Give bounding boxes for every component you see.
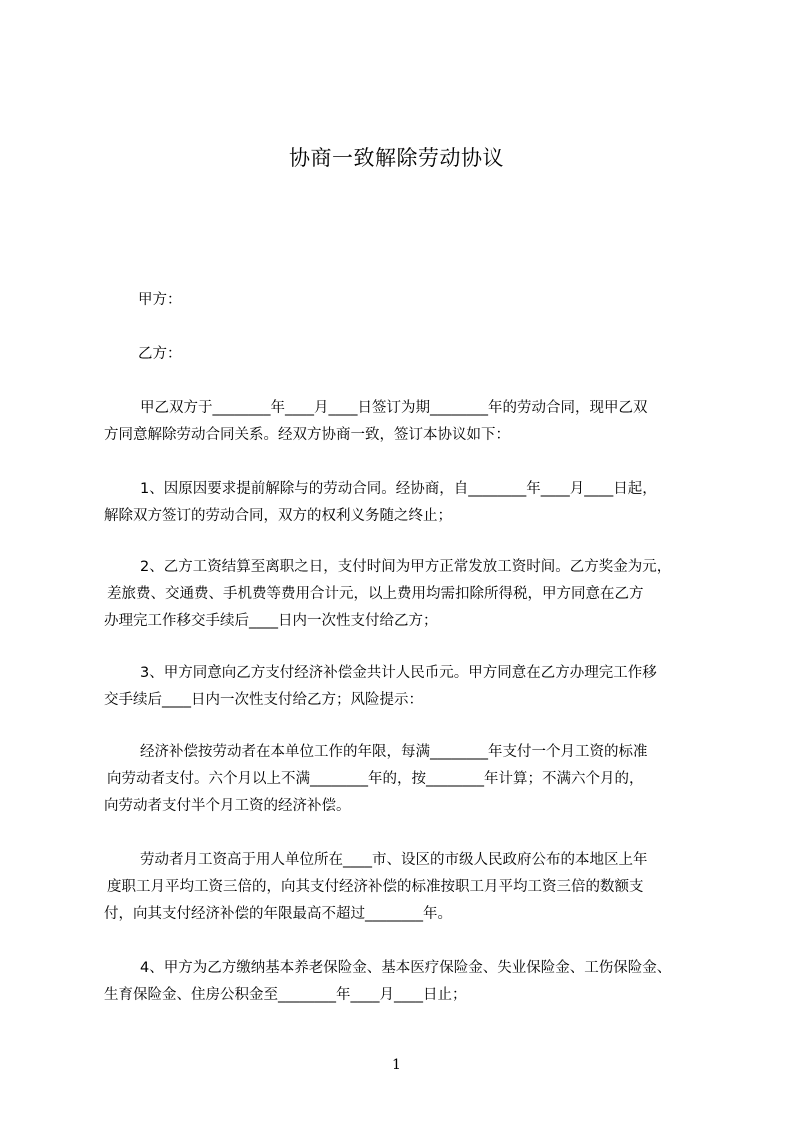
clause-4-line-1: 4、甲方为乙方缴纳基本养老保险金、基本医疗保险金、失业保险金、工伤保险金、 — [140, 960, 672, 976]
clause-1-line-2: 解除双方签订的劳动合同，双方的权利义务随之终止； — [104, 508, 452, 524]
clause-2-line-3: 办理完工作移交手续后____日内一次性支付给乙方； — [104, 613, 438, 629]
document-title: 协商一致解除劳动协议 — [289, 146, 504, 170]
intro-line-2: 方同意解除劳动合同关系。经双方协商一致，签订本协议如下： — [104, 427, 510, 443]
party-b-label: 乙方： — [138, 346, 182, 362]
clause-2-line-1: 2、乙方工资结算至离职之日，支付时间为甲方正常发放工资时间。乙方奖金为元， — [140, 559, 672, 575]
risk-2-line-2: 度职工月平均工资三倍的，向其支付经济补偿的标准按职工月平均工资三倍的数额支 — [107, 879, 644, 895]
clause-1-line-1: 1、因原因要求提前解除与的劳动合同。经协商，自________年____月____日起， — [140, 481, 657, 497]
risk-2-line-3: 付，向其支付经济补偿的年限最高不超过________年。 — [104, 906, 452, 922]
risk-1-line-3: 向劳动者支付半个月工资的经济补偿。 — [104, 798, 351, 814]
party-a-label: 甲方： — [138, 292, 182, 308]
clause-3-line-2: 交手续后____日内一次性支付给乙方；风险提示： — [104, 692, 423, 708]
risk-1-line-1: 经济补偿按劳动者在本单位工作的年限，每满________年支付一个月工资的标准 — [140, 744, 648, 760]
clause-4-line-2: 生育保险金、住房公积金至________年____月____日止； — [104, 987, 467, 1003]
page-number: 1 — [392, 1057, 401, 1073]
risk-2-line-1: 劳动者月工资高于用人单位所在____市、设区的市级人民政府公布的本地区上年 — [140, 852, 648, 868]
intro-line-1: 甲乙双方于________年____月____日签订为期________年的劳动合同，现甲乙双 — [140, 400, 648, 416]
clause-2-line-2: 差旅费、交通费、手机费等费用合计元，以上费用均需扣除所得税，甲方同意在乙方 — [107, 586, 644, 602]
clause-3-line-1: 3、甲方同意向乙方支付经济补偿金共计人民币元。甲方同意在乙方办理完工作移 — [140, 665, 657, 681]
risk-1-line-2: 向劳动者支付。六个月以上不满________年的，按________年计算；不满六个月的， — [107, 771, 644, 787]
